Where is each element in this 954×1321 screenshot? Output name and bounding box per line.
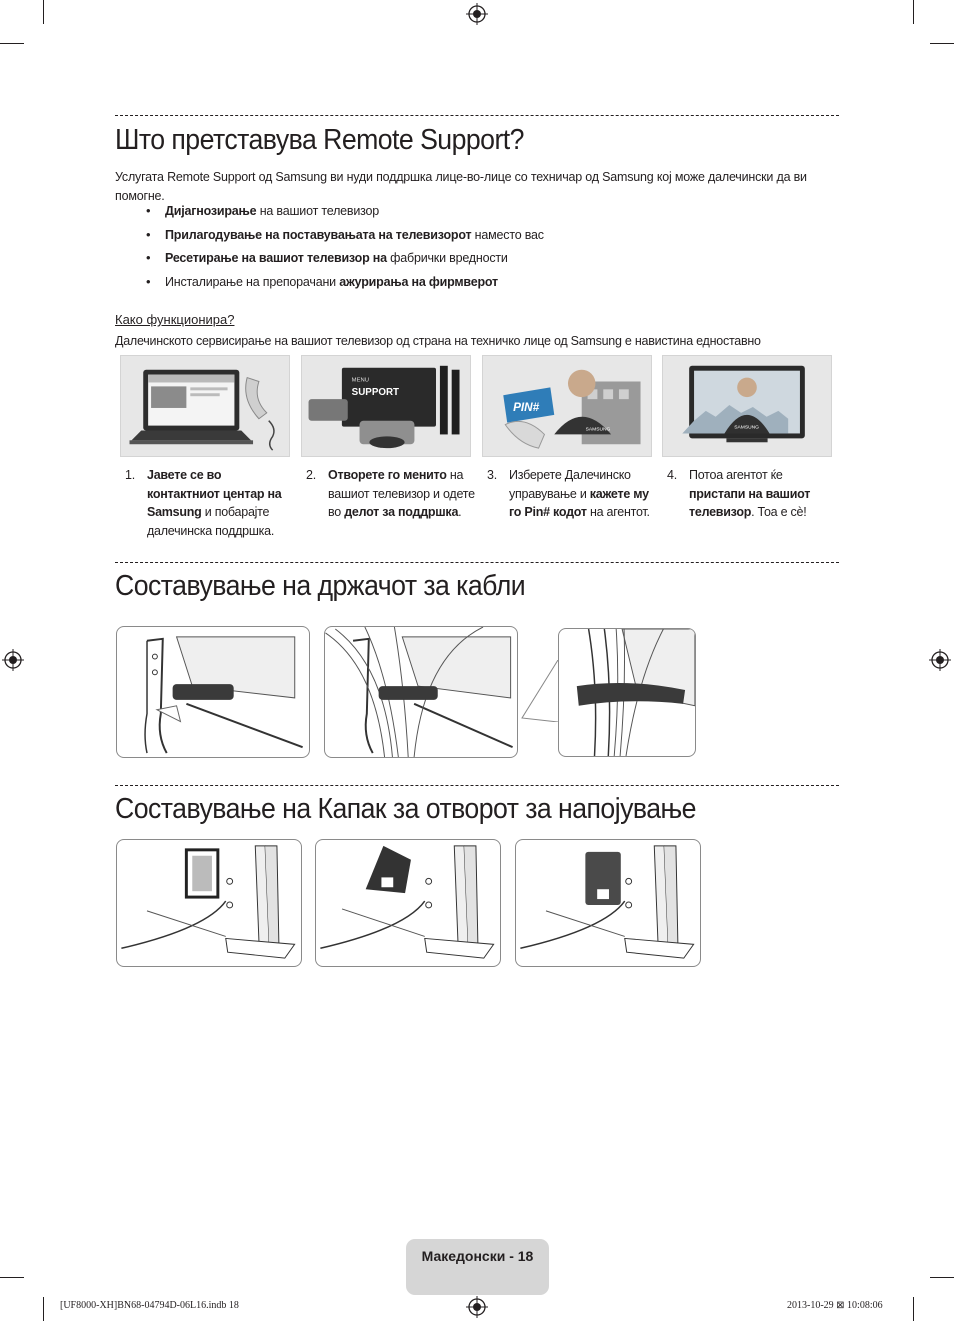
- power-cover-step-1: [116, 839, 302, 967]
- list-item: • Инсталирање на препорачани ажурирања на фирмверот: [146, 275, 544, 299]
- list-item: • Прилагодување на поставувањата на телевизорот наместо вас: [146, 228, 544, 252]
- section-title-power-cover: Составување на Капак за отворот за напојување: [115, 793, 696, 825]
- pin-agent-icon: [483, 356, 651, 456]
- page-number-tab: [406, 1239, 549, 1295]
- registration-mark-icon: [2, 649, 24, 671]
- section-title-remote-support: Што претставува Remote Support?: [115, 124, 524, 156]
- laptop-phone-icon: [121, 356, 289, 456]
- registration-mark-icon: [466, 1296, 488, 1318]
- section-divider: [115, 562, 839, 563]
- tv-agent-icon: [663, 356, 831, 456]
- power-cover-illustration: [516, 840, 700, 966]
- brand-label: SAMSUNG: [585, 427, 611, 433]
- zoom-callout-icon: [520, 660, 560, 722]
- section-divider: [115, 785, 839, 786]
- feature-list: [146, 204, 544, 299]
- crop-mark: [0, 1277, 24, 1278]
- crop-mark: [43, 0, 44, 24]
- support-label: SUPPORT: [351, 387, 400, 399]
- brand-label: SAMSUNG: [734, 425, 759, 431]
- intro-paragraph: Услугата Remote Support од Samsung ви нуди поддршка лице-во-лице со техничар од Samsung кој може далечински да ви помогне.: [115, 170, 807, 203]
- crop-mark: [0, 43, 24, 44]
- step-4-illustration: [662, 355, 832, 457]
- how-it-works-heading: Како функционира?: [115, 312, 235, 327]
- registration-mark-icon: [466, 3, 488, 25]
- cable-holder-illustration: [117, 627, 309, 757]
- crop-mark: [930, 43, 954, 44]
- step-2-illustration: [301, 355, 471, 457]
- cable-holder-illustration: [325, 627, 517, 757]
- date-slug: 2013-10-29 ⊠ 10:08:06: [787, 1300, 883, 1311]
- power-cover-illustration: [316, 840, 500, 966]
- section-divider: [115, 115, 839, 116]
- crop-mark: [43, 1297, 44, 1321]
- list-item: • Ресетирање на вашиот телевизор на фабрички вредности: [146, 251, 544, 275]
- crop-mark: [913, 1297, 914, 1321]
- step-1-illustration: [120, 355, 290, 457]
- step-3-illustration: [482, 355, 652, 457]
- pin-label: PIN#: [513, 400, 540, 414]
- power-cover-step-3: [515, 839, 701, 967]
- registration-mark-icon: [929, 649, 951, 671]
- cable-holder-detail-illustration: [559, 629, 695, 756]
- power-cover-step-2: [315, 839, 501, 967]
- menu-label: MENU: [351, 377, 369, 384]
- tv-menu-icon: [302, 356, 470, 456]
- crop-mark: [930, 1277, 954, 1278]
- list-item: • Дијагнозирање на вашиот телевизор: [146, 204, 544, 228]
- power-cover-illustration: [117, 840, 301, 966]
- page-number: Македонски - 18: [421, 1248, 534, 1264]
- section-title-cable-holder: Составување на држачот за кабли: [115, 570, 526, 602]
- file-slug: [UF8000-XH]BN68-04794D-06L16.indb 18: [60, 1300, 239, 1311]
- cable-holder-step-2: [324, 626, 518, 758]
- crop-mark: [913, 0, 914, 24]
- cable-holder-detail: [558, 628, 696, 757]
- how-it-works-description: Далечинското сервисирање на вашиот телевизор од страна на техничко лице од Samsung е навистина едноставно: [115, 334, 761, 348]
- cable-holder-step-1: [116, 626, 310, 758]
